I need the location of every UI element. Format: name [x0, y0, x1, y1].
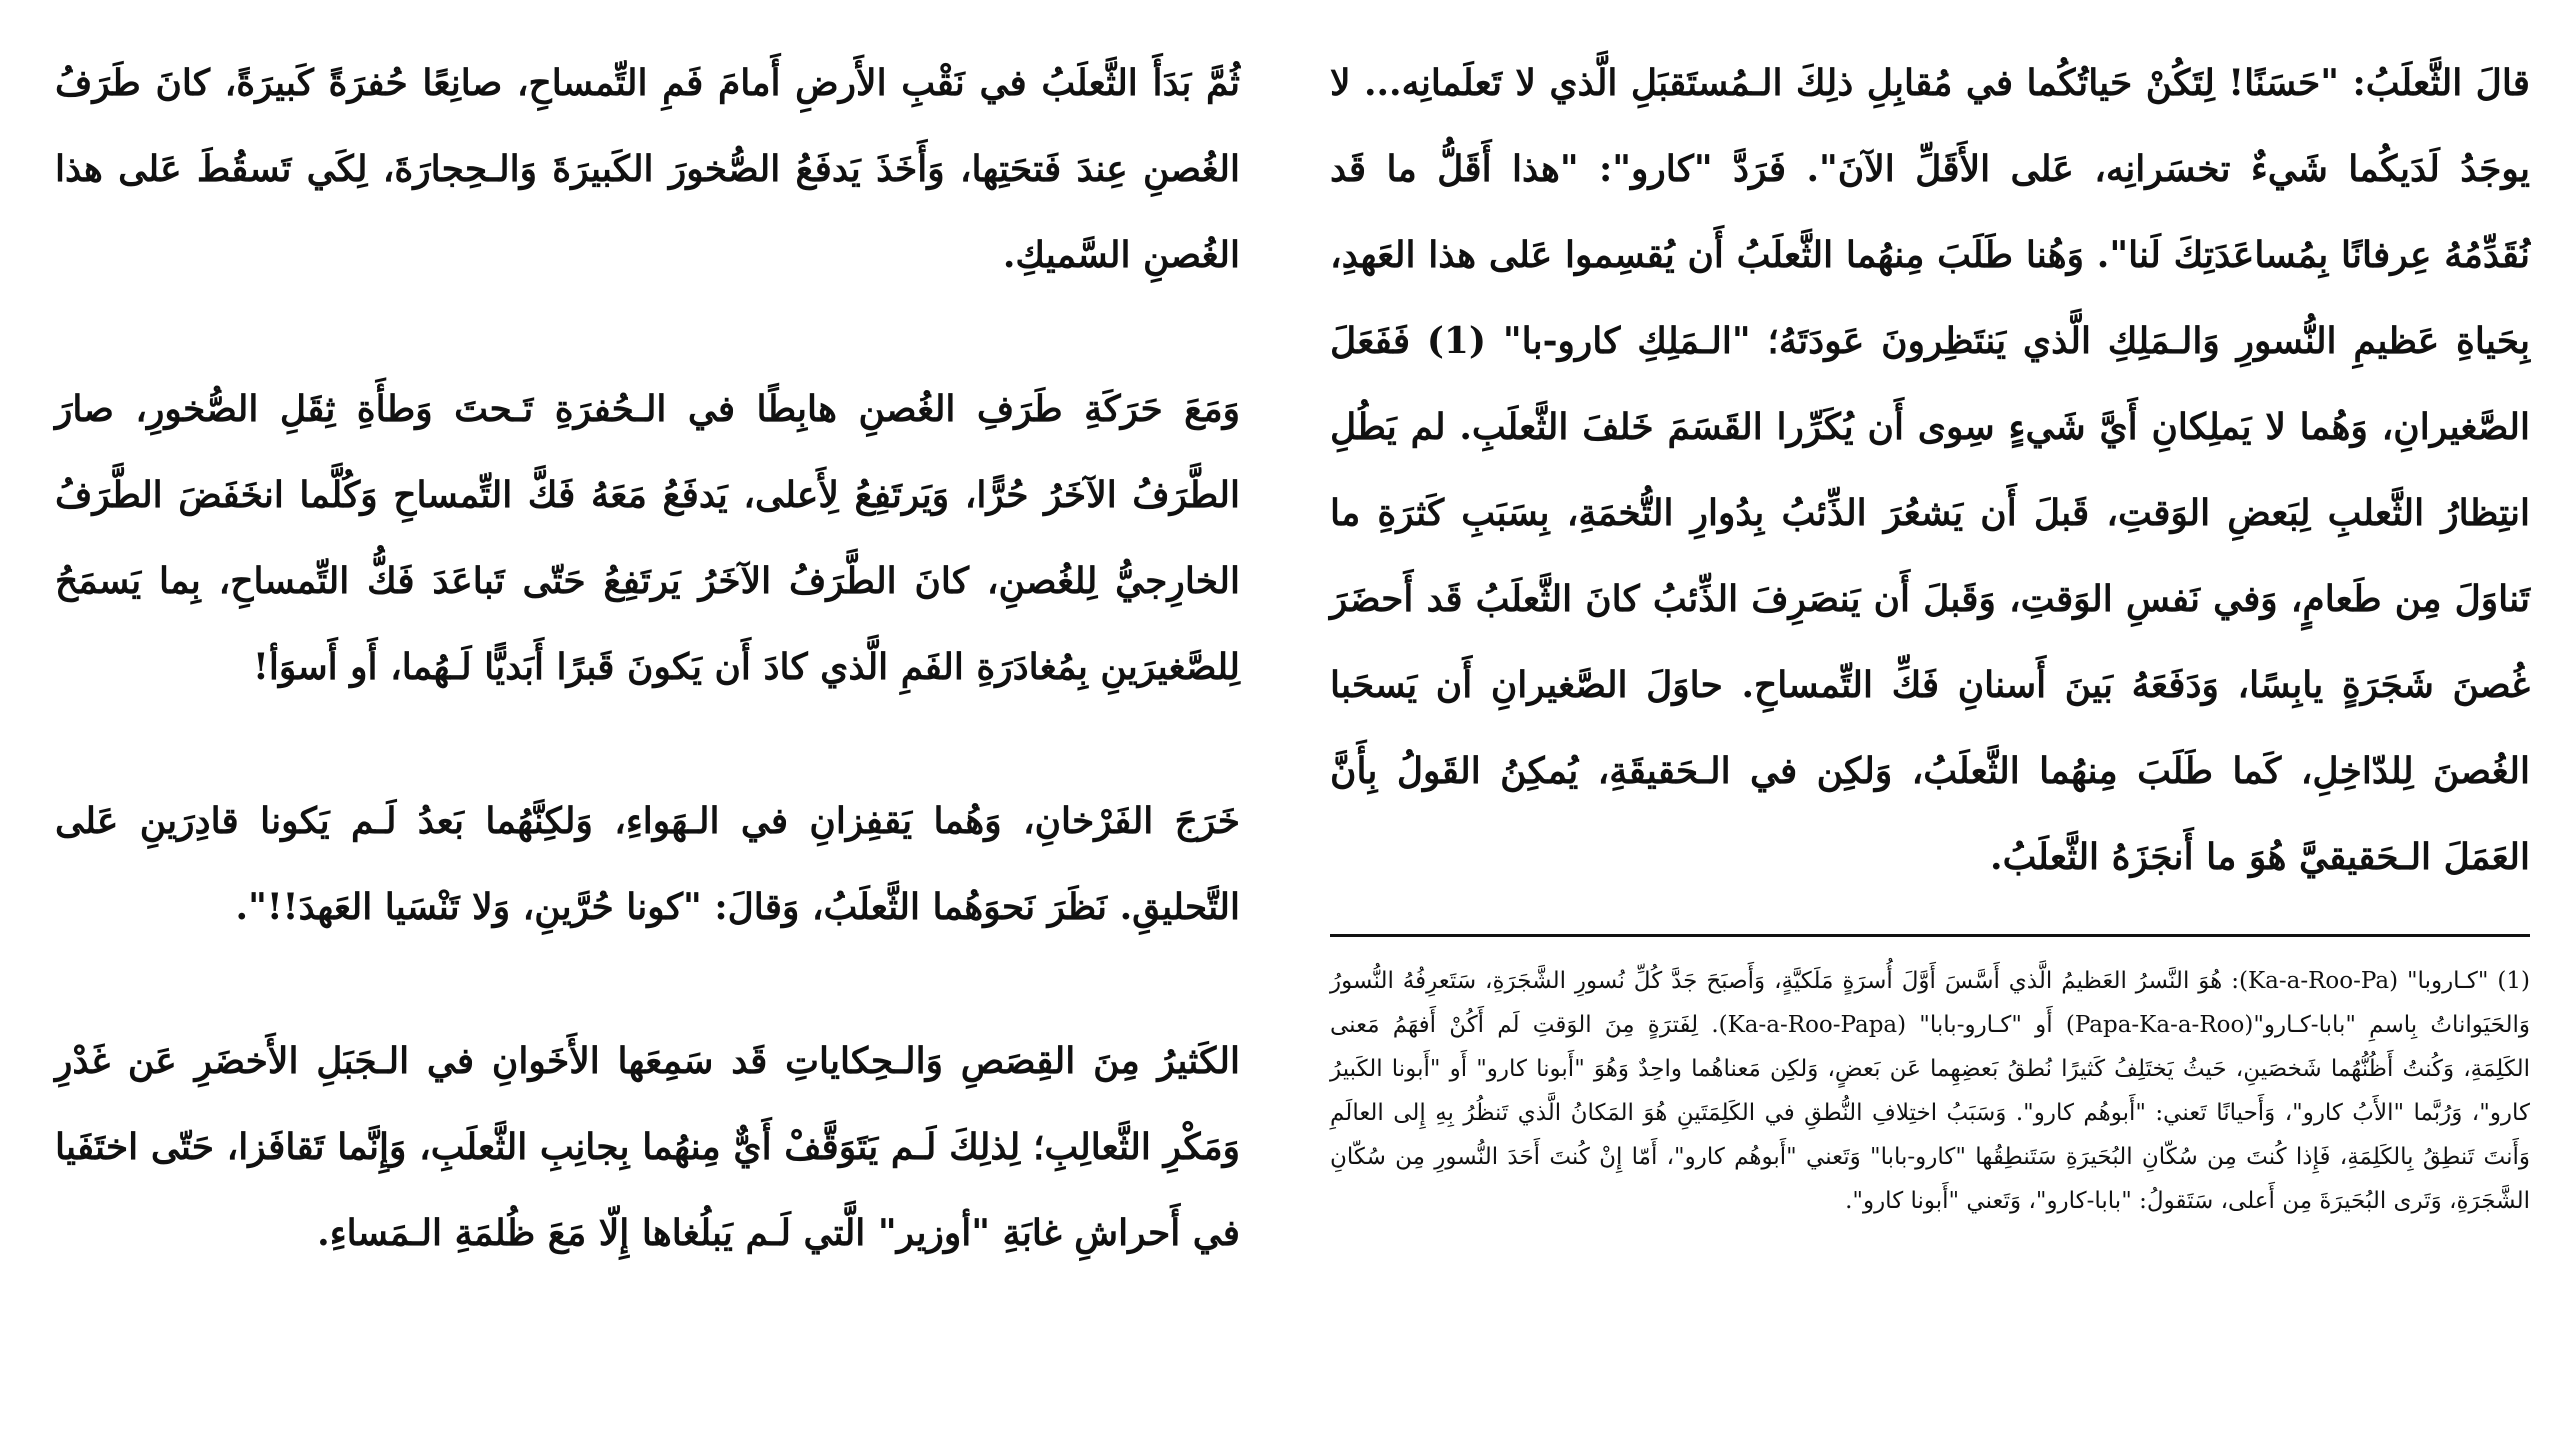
left-paragraph-3: خَرَجَ الفَرْخانِ، وَهُما يَقفِزانِ في الـهَواءِ، وَلكِنَّهُما بَعدُ لَـم يَكونا قادِرَينِ عَلى التَّحليقِ. نَظَرَ نَحوَهُما الثَّعلَبُ، وَقالَ: "كونا حُرَّينِ، وَلا تَنْسَيا العَهدَ!!". — [55, 800, 1240, 928]
left-paragraph-2: وَمَعَ حَرَكَةِ طَرَفِ الغُصنِ هابِطًا في الـحُفرَةِ تَـحتَ وَطأَةِ ثِقَلِ الصُّخورِ، صارَ الطَّرَفُ الآخَرُ حُرًّا، وَيَرتَفِعُ لِأَعلى، يَدفَعُ مَعَهُ فَكَّ التِّمساحِ وَكُلَّما انخَفَضَ الطَّرَفُ الخارِجيُّ لِلغُصنِ، كانَ الطَّرَفُ الآخَرُ يَرتَفِعُ حَتّى تَباعَدَ فَكُّ التِّمساحِ، بِما يَسمَحُ لِلصَّغيرَينِ بِمُغادَرَةِ الفَمِ الَّذي كادَ أَن يَكونَ قَبرًا أَبَديًّا لَـهُما، أَو أَسوَأ! — [55, 388, 1240, 688]
left-page — [55, 40, 1240, 1276]
footnote-divider — [1330, 934, 2530, 937]
left-paragraph-4: الكَثيرُ مِنَ القِصَصِ وَالـحِكاياتِ قَد سَمِعَها الأَخَوانِ في الـجَبَلِ الأَخضَرِ عَن غَدْرِ وَمَكْرِ الثَّعالِبِ؛ لِذلِكَ لَـم يَتَوَقَّفْ أَيٌّ مِنهُما بِجانِبِ الثَّعلَبِ، وَإِنَّما تَقافَزا، حَتّى اختَفَيا في أَحراشِ غابَةِ "أوزير" الَّتي لَـم يَبلُغاها إِلّا مَعَ ظُلمَةِ الـمَساءِ. — [55, 1040, 1240, 1254]
right-page — [1330, 40, 2530, 1223]
footnote: (1) "كـاروبا" (Ka-a-Roo-Pa): هُوَ النَّسرُ العَظيمُ الَّذي أَسَّسَ أَوَّلَ أُسرَةٍ مَلَكيَّةٍ، وَأَصبَحَ جَدَّ كُلِّ نُسورِ الشَّجَرَةِ، سَتَعرِفُهُ النُّسورُ وَالحَيَواناتُ بِاسمِ "بابا-كـارو"(Papa-Ka-a-Roo) أَو "كـارو-بابا" (Ka-a-Roo-Papa). لِفَترَةٍ مِنَ الوَقتِ لَم أَكُنْ أَفهَمُ مَعنى الكَلِمَةِ، وَكُنتُ أَظُنُّهُما شَخصَينِ، حَيثُ يَختَلِفُ كَثيرًا نُطقُ بَعضِهِما عَن بَعضٍ، وَلكِن مَعناهُما واحِدٌ وَهُوَ "أَبونا كارو" أَو "أَبونا الكَبيرُ كارو"، وَرُبَّما "الأَبُ كارو"، وَأَحيانًا تَعني: "أَبوهُم كارو". وَسَبَبُ اختِلافِ النُّطقِ في الكَلِمَتَينِ هُوَ المَكانُ الَّذي تَنظُرُ بِهِ إِلى العالَمِ وَأَنتَ تَنطِقُ بِالكَلِمَةِ، فَإِذا كُنتَ مِن سُكّانِ البُحَيرَةِ سَتَنطِقُها "كارو-بابا" وَتَعني "أَبوهُم كارو"، أَمّا إِنْ كُنتَ أَحَدَ النُّسورِ مِن سُكّانِ الشَّجَرَةِ، وَتَرى البُحَيرَةَ مِن أَعلى، سَتَقولُ: "بابا-كارو"، وَتَعني "أَبونا كارو". — [1330, 968, 2531, 1214]
right-paragraph: قالَ الثَّعلَبُ: "حَسَنًا! لِتَكُنْ حَياتُكُما في مُقابِلِ ذلِكَ الـمُستَقبَلِ الَّذي لا تَعلَمانِه... لا يوجَدُ لَدَيكُما شَيءٌ تخسَرانِه، عَلى الأَقَلِّ الآنَ". فَرَدَّ "كارو": "هذا أَقَلُّ ما قَد نُقَدِّمُهُ عِرفانًا بِمُساعَدَتِكَ لَنا". وَهُنا طَلَبَ مِنهُما الثَّعلَبُ أَن يُقسِموا عَلى هذا العَهدِ، بِحَياةِ عَظيمِ النُّسورِ وَالـمَلِكِ الَّذي يَنتَظِرونَ عَودَتَهُ؛ "الـمَلِكِ كارو-با" (1) فَفَعَلَ الصَّغيرانِ، وَهُما لا يَملِكانِ أَيَّ شَيءٍ سِوى أَن يُكَرِّرا القَسَمَ خَلفَ الثَّعلَبِ. لم يَطُلِ انتِظارُ الثَّعلبِ لِبَعضِ الوَقتِ، قَبلَ أَن يَشعُرَ الذِّئبُ بِدُوارِ التُّخمَةِ، بِسَبَبِ كَثرَةِ ما تَناوَلَ مِن طَعامٍ، وَفي نَفسِ الوَقتِ، وَقَبلَ أَن يَنصَرِفَ الذِّئبُ كانَ الثَّعلَبُ قَد أَحضَرَ غُصنَ شَجَرَةٍ يابِسًا، وَدَفَعَهُ بَينَ أَسنانِ فَكِّ التِّمساحِ. حاوَلَ الصَّغيرانِ أَن يَسحَبا الغُصنَ لِلدّاخِلِ، كَما طَلَبَ مِنهُما الثَّعلَبُ، وَلكِن في الـحَقيقَةِ، يُمكِنُ القَولُ بِأَنَّ العَمَلَ الـحَقيقيَّ هُوَ ما أَنجَزَهُ الثَّعلَبُ. — [1330, 62, 2530, 878]
left-paragraph-1: ثُمَّ بَدَأَ الثَّعلَبُ في نَقْبِ الأَرضِ أَمامَ فَمِ التِّمساحِ، صانِعًا حُفرَةً كَبيرَةً، كانَ طَرَفُ الغُصنِ عِندَ فَتحَتِها، وَأَخَذَ يَدفَعُ الصُّخورَ الكَبيرَةَ وَالـحِجارَةَ، لِكَي تَسقُطَ عَلى هذا الغُصنِ السَّميكِ. — [55, 62, 1240, 276]
